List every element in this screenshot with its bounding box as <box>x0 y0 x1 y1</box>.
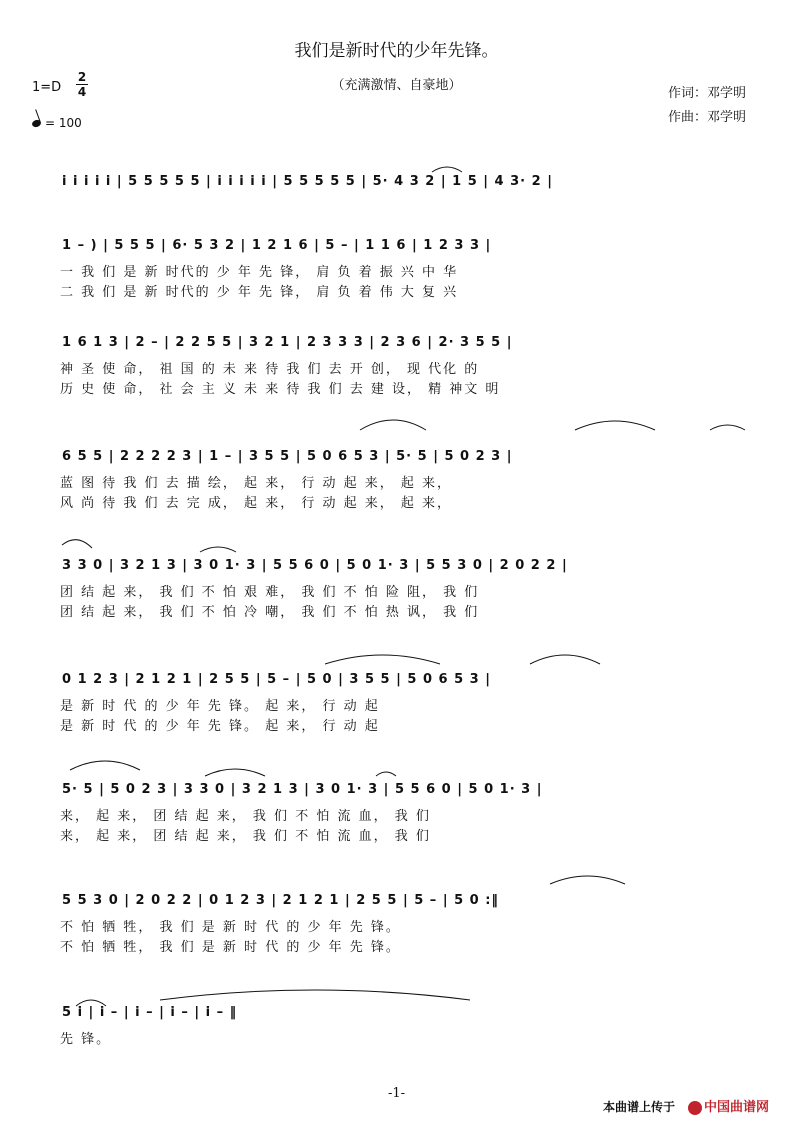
slur-arc <box>575 421 655 430</box>
expression-marking: （充满激情、自豪地） <box>331 78 462 93</box>
key-signature: 1=D <box>32 80 62 95</box>
slur-arc <box>325 655 440 664</box>
slur-arc <box>550 876 625 884</box>
lyricist-credit: 作词：邓学明 <box>668 86 747 101</box>
lyric-line: 先 锋。 <box>60 1032 112 1047</box>
lyric-line: 历 史 使 命， 社 会 主 义 未 来 待 我 们 去 建 设， 精 神文 明 <box>60 382 501 397</box>
slur-arc <box>205 769 265 776</box>
notation-line: 5· 5 | 5 0 2 3 | 3 3 0 | 3 2 1 3 | 3 0 1· 3 | 5 5 6 0 | 5 0 1· 3 | <box>62 782 543 797</box>
slur-arc <box>710 425 745 430</box>
site-name: 中国曲谱网 <box>704 1100 770 1115</box>
slur-arc <box>200 547 236 552</box>
notation-line: i i i i i | 5 5 5 5 5 | i i i i i | 5 5 5 5 5 | 5· 4 3 2 | 1 5 | 4 3· 2 | <box>62 174 553 189</box>
lyric-line: 一 我 们 是 新 时代的 少 年 先 锋， 肩 负 着 振 兴 中 华 <box>60 265 459 280</box>
lyric-line: 是 新 时 代 的 少 年 先 锋。 起 来， 行 动 起 <box>60 719 380 734</box>
slur-arc <box>376 772 396 776</box>
slur-arc <box>432 167 462 172</box>
lyric-line: 团 结 起 来， 我 们 不 怕 冷 嘲， 我 们 不 怕 热 讽， 我 们 <box>60 605 480 620</box>
lyric-line: 风 尚 待 我 们 去 完 成， 起 来， 行 动 起 来， 起 来， <box>60 496 452 511</box>
notation-line: 6 5 5 | 2 2 2 2 3 | 1 – | 3 5 5 | 5 0 6 5 3 | 5· 5 | 5 0 2 3 | <box>62 449 513 464</box>
lyric-line: 不 怕 牺 牲， 我 们 是 新 时 代 的 少 年 先 锋。 <box>60 920 401 935</box>
lyric-line: 来， 起 来， 团 结 起 来， 我 们 不 怕 流 血， 我 们 <box>60 809 431 824</box>
site-logo-icon <box>688 1101 702 1115</box>
lyric-line: 是 新 时 代 的 少 年 先 锋。 起 来， 行 动 起 <box>60 699 380 714</box>
time-signature-top: 2 <box>77 70 87 84</box>
notation-line: 1 6 1 3 | 2 – | 2 2 5 5 | 3 2 1 | 2 3 3 3 | 2 3 6 | 2· 3 5 5 | <box>62 335 513 350</box>
notation-line: 3 3 0 | 3 2 1 3 | 3 0 1· 3 | 5 5 6 0 | 5 0 1· 3 | 5 5 3 0 | 2 0 2 2 | <box>62 558 568 573</box>
tempo-value: = 100 <box>45 116 82 130</box>
page-number: -1- <box>387 1086 406 1101</box>
song-title: 我们是新时代的少年先锋。 <box>294 41 499 61</box>
notation-line: 1 – ) | 5 5 5 | 6· 5 3 2 | 1 2 1 6 | 5 – | 1 1 6 | 1 2 3 3 | <box>62 238 492 253</box>
site-logo[interactable] <box>688 1096 769 1115</box>
slur-arc <box>160 990 470 1000</box>
notation-line: 0 1 2 3 | 2 1 2 1 | 2 5 5 | 5 – | 5 0 | 3 5 5 | 5 0 6 5 3 | <box>62 672 491 687</box>
lyric-line: 来， 起 来， 团 结 起 来， 我 们 不 怕 流 血， 我 们 <box>60 829 431 844</box>
lyric-line: 团 结 起 来， 我 们 不 怕 艰 难， 我 们 不 怕 险 阻， 我 们 <box>60 585 480 600</box>
slur-arc <box>70 761 140 770</box>
notation-line: 5 5 3 0 | 2 0 2 2 | 0 1 2 3 | 2 1 2 1 | 2 5 5 | 5 – | 5 0 :‖ <box>62 893 499 908</box>
notation-line: 5 i | i – | i – | i – | i – ‖ <box>62 1005 238 1020</box>
slur-arc <box>76 1000 106 1006</box>
slur-arc <box>360 420 426 430</box>
composer-credit: 作曲：邓学明 <box>668 110 747 125</box>
upload-notice: 本曲谱上传于 <box>603 1100 676 1114</box>
lyric-line: 神 圣 使 命， 祖 国 的 未 来 待 我 们 去 开 创， 现 代化 的 <box>60 362 480 377</box>
slur-arc <box>530 655 600 664</box>
lyric-line: 不 怕 牺 牲， 我 们 是 新 时 代 的 少 年 先 锋。 <box>60 940 401 955</box>
time-signature-bottom: 4 <box>77 85 87 99</box>
lyric-line: 蓝 图 待 我 们 去 描 绘， 起 来， 行 动 起 来， 起 来， <box>60 476 452 491</box>
slur-arc <box>62 540 92 548</box>
lyric-line: 二 我 们 是 新 时代的 少 年 先 锋， 肩 负 着 伟 大 复 兴 <box>60 285 459 300</box>
